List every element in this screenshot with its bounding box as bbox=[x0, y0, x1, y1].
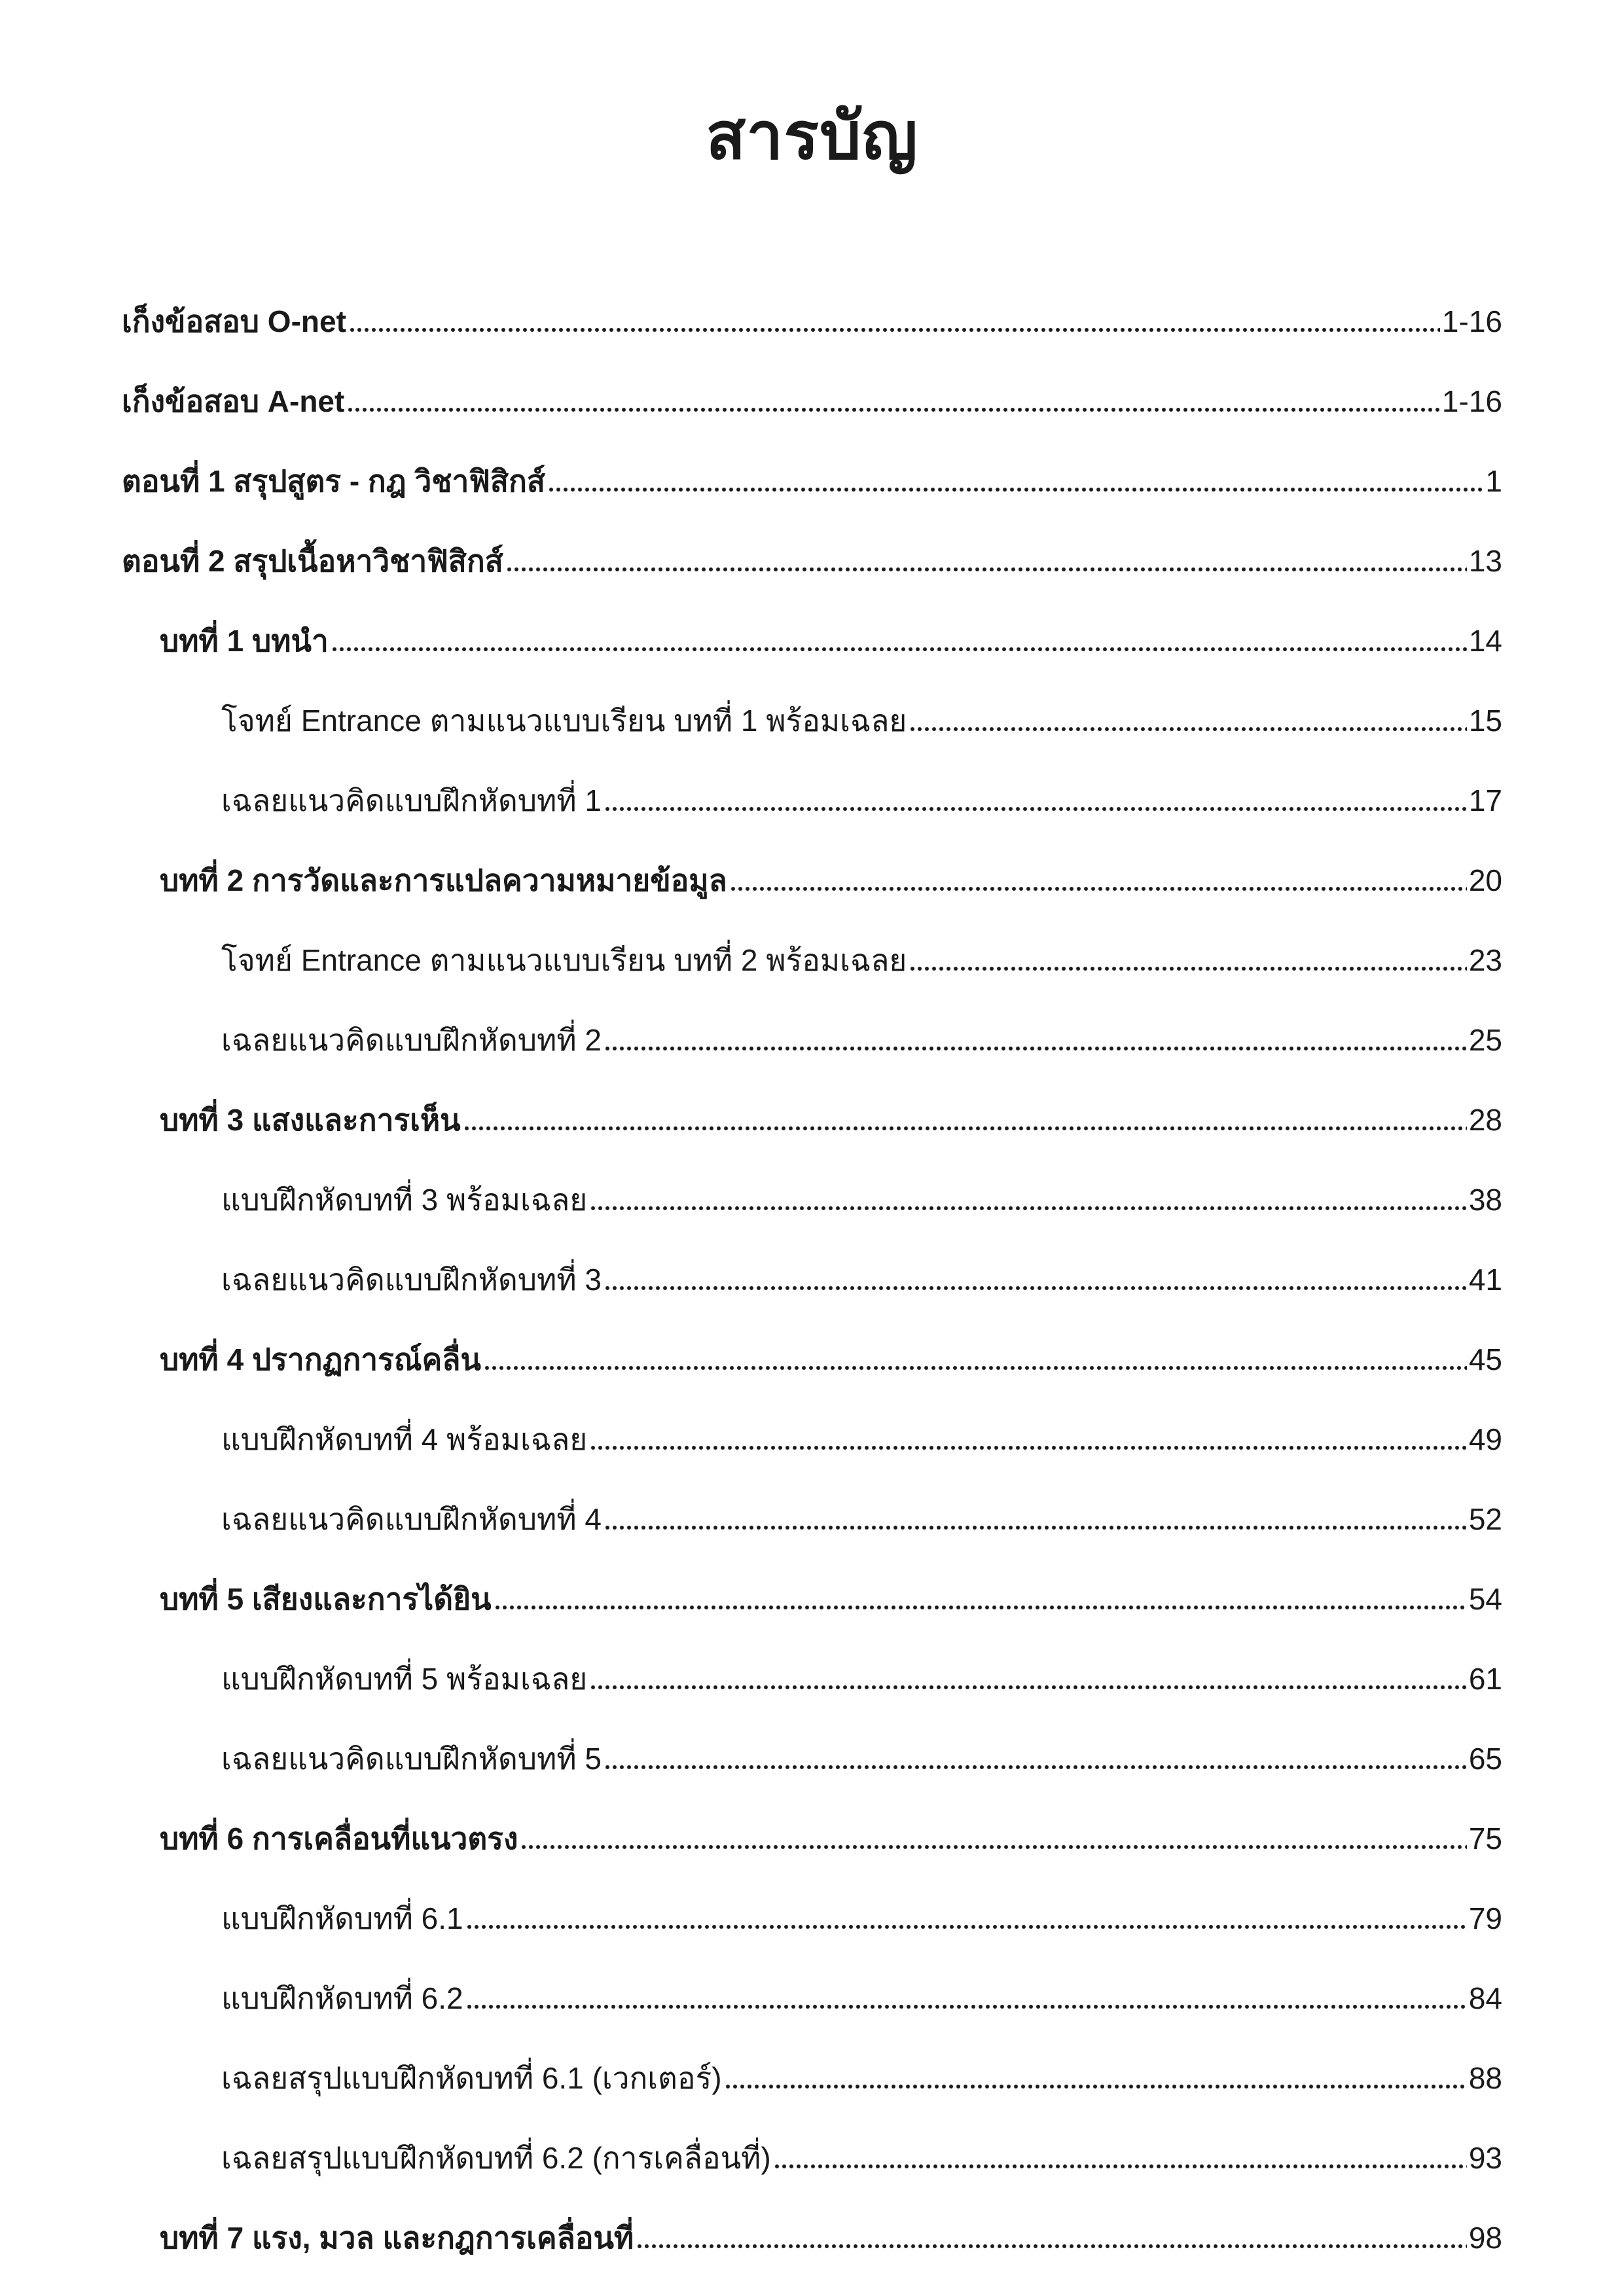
dotted-leader bbox=[332, 645, 1467, 653]
toc-entry bbox=[122, 818, 1502, 898]
dotted-leader bbox=[637, 2242, 1467, 2250]
toc-entry bbox=[122, 1537, 1502, 1617]
toc-entry bbox=[122, 738, 1502, 818]
toc-entry-page-number: 1-16 bbox=[1441, 384, 1502, 419]
toc-entry-page-number: 54 bbox=[1468, 1582, 1502, 1617]
dotted-leader bbox=[521, 1843, 1466, 1851]
toc-entry-label: บทที่ 1 บทนำ bbox=[160, 624, 329, 658]
toc-entry-page-number: 14 bbox=[1468, 624, 1502, 658]
toc-entry-page-number: 38 bbox=[1468, 1183, 1502, 1217]
page-title: สารบัญ bbox=[706, 99, 918, 173]
dotted-leader bbox=[484, 1364, 1467, 1372]
dotted-leader bbox=[605, 805, 1467, 813]
dotted-leader bbox=[590, 1204, 1467, 1212]
dotted-leader bbox=[605, 1284, 1467, 1292]
toc-entry-page-number: 1 bbox=[1485, 464, 1502, 499]
toc-entry-label: แบบฝึกหัดบทที่ 5 พร้อมเฉลย bbox=[221, 1662, 588, 1696]
toc-entry bbox=[122, 419, 1502, 499]
toc-entry bbox=[122, 658, 1502, 738]
toc-entry bbox=[122, 1217, 1502, 1297]
toc-entry bbox=[122, 1696, 1502, 1776]
dotted-leader bbox=[731, 885, 1467, 893]
toc-entry bbox=[122, 1617, 1502, 1696]
dotted-leader bbox=[467, 2003, 1467, 2011]
toc-entry-page-number: 17 bbox=[1468, 783, 1502, 818]
toc-entry-page-number: 52 bbox=[1468, 1502, 1502, 1537]
toc-entry-label: แบบฝึกหัดบทที่ 6.2 bbox=[221, 1981, 463, 2016]
toc-entry-page-number: 49 bbox=[1468, 1422, 1502, 1457]
toc-entry bbox=[122, 579, 1502, 658]
toc-entry-label: เฉลยสรุปแบบฝึกหัดบทที่ 6.1 (เวกเตอร์) bbox=[221, 2061, 722, 2096]
dotted-leader bbox=[605, 1763, 1467, 1771]
toc-entry-page-number: 25 bbox=[1468, 1023, 1502, 1058]
toc-entry bbox=[122, 1457, 1502, 1537]
toc-entry-label: บทที่ 3 แสงและการเห็น bbox=[160, 1103, 461, 1138]
toc-entry-page-number: 84 bbox=[1468, 1981, 1502, 2016]
toc-entry bbox=[122, 339, 1502, 419]
toc-entry-page-number: 15 bbox=[1468, 704, 1502, 738]
dotted-leader bbox=[590, 1683, 1467, 1691]
toc-entry-label: บทที่ 6 การเคลื่อนที่แนวตรง bbox=[160, 1821, 518, 1856]
dotted-leader bbox=[605, 1045, 1467, 1052]
toc-entry bbox=[122, 1377, 1502, 1457]
toc-entry-label: เฉลยแนวคิดแบบฝึกหัดบทที่ 5 bbox=[221, 1742, 602, 1776]
toc-entry-label: บทที่ 2 การวัดและการแปลความหมายข้อมูล bbox=[160, 863, 727, 898]
toc-entry-label: บทที่ 7 แรง, มวล และกฎการเคลื่อนที่ bbox=[160, 2221, 634, 2255]
toc-entry-page-number: 61 bbox=[1468, 1662, 1502, 1696]
toc-list bbox=[122, 259, 1502, 2255]
dotted-leader bbox=[910, 725, 1466, 733]
toc-entry-label: เฉลยแนวคิดแบบฝึกหัดบทที่ 2 bbox=[221, 1023, 602, 1058]
toc-entry-label: บทที่ 4 ปรากฏการณ์คลื่น bbox=[160, 1342, 481, 1377]
toc-entry bbox=[122, 1058, 1502, 1138]
toc-entry bbox=[122, 978, 1502, 1058]
toc-entry bbox=[122, 499, 1502, 579]
toc-entry-label: โจทย์ Entrance ตามแนวแบบเรียน บทที่ 1 พร้อมเฉลย bbox=[221, 704, 907, 738]
toc-entry-page-number: 13 bbox=[1468, 544, 1502, 579]
toc-entry bbox=[122, 1776, 1502, 1856]
dotted-leader bbox=[605, 1524, 1467, 1532]
dotted-leader bbox=[590, 1444, 1467, 1452]
dotted-leader bbox=[725, 2083, 1467, 2090]
toc-entry bbox=[122, 2096, 1502, 2176]
dotted-leader bbox=[348, 406, 1440, 414]
toc-entry bbox=[122, 2016, 1502, 2096]
toc-entry-label: แบบฝึกหัดบทที่ 4 พร้อมเฉลย bbox=[221, 1422, 588, 1457]
toc-entry-page-number: 23 bbox=[1468, 943, 1502, 978]
dotted-leader bbox=[350, 326, 1440, 334]
toc-entry-page-number: 75 bbox=[1468, 1821, 1502, 1856]
toc-entry-page-number: 41 bbox=[1468, 1263, 1502, 1297]
toc-entry-label: แบบฝึกหัดบทที่ 3 พร้อมเฉลย bbox=[221, 1183, 588, 1217]
toc-entry-page-number: 65 bbox=[1468, 1742, 1502, 1776]
toc-entry-label: เฉลยสรุปแบบฝึกหัดบทที่ 6.2 (การเคลื่อนที่) bbox=[221, 2141, 771, 2176]
toc-entry bbox=[122, 259, 1502, 339]
toc-entry-label: ตอนที่ 1 สรุปสูตร - กฎ วิชาฟิสิกส์ bbox=[122, 464, 545, 499]
toc-entry-page-number: 20 bbox=[1468, 863, 1502, 898]
toc-entry bbox=[122, 1297, 1502, 1377]
toc-entry-label: เก็งข้อสอบ O-net bbox=[122, 304, 346, 339]
toc-entry-label: โจทย์ Entrance ตามแนวแบบเรียน บทที่ 2 พร้อมเฉลย bbox=[221, 943, 907, 978]
toc-entry-label: เฉลยแนวคิดแบบฝึกหัดบทที่ 3 bbox=[221, 1263, 602, 1297]
toc-entry-page-number: 93 bbox=[1468, 2141, 1502, 2176]
toc-entry-label: เก็งข้อสอบ A-net bbox=[122, 384, 345, 419]
toc-entry-label: เฉลยแนวคิดแบบฝึกหัดบทที่ 1 bbox=[221, 783, 602, 818]
toc-entry-label: เฉลยแนวคิดแบบฝึกหัดบทที่ 4 bbox=[221, 1502, 602, 1537]
toc-entry-page-number: 88 bbox=[1468, 2061, 1502, 2096]
toc-entry bbox=[122, 1936, 1502, 2016]
toc-entry-label: บทที่ 5 เสียงและการได้ยิน bbox=[160, 1582, 492, 1617]
toc-entry-label: แบบฝึกหัดบทที่ 6.1 bbox=[221, 1901, 463, 1936]
dotted-leader bbox=[464, 1124, 1467, 1132]
dotted-leader bbox=[549, 486, 1484, 493]
toc-entry bbox=[122, 2176, 1502, 2255]
dotted-leader bbox=[910, 965, 1466, 973]
toc-entry-page-number: 79 bbox=[1468, 1901, 1502, 1936]
dotted-leader bbox=[774, 2162, 1467, 2170]
toc-entry-page-number: 45 bbox=[1468, 1342, 1502, 1377]
dotted-leader bbox=[507, 565, 1467, 573]
toc-entry bbox=[122, 898, 1502, 978]
dotted-leader bbox=[495, 1604, 1467, 1611]
toc-entry-page-number: 98 bbox=[1468, 2221, 1502, 2255]
dotted-leader bbox=[467, 1923, 1467, 1931]
toc-entry bbox=[122, 1856, 1502, 1936]
toc-entry-label: ตอนที่ 2 สรุปเนื้อหาวิชาฟิสิกส์ bbox=[122, 544, 503, 579]
toc-entry bbox=[122, 1138, 1502, 1217]
toc-entry-page-number: 1-16 bbox=[1441, 304, 1502, 339]
toc-entry-page-number: 28 bbox=[1468, 1103, 1502, 1138]
